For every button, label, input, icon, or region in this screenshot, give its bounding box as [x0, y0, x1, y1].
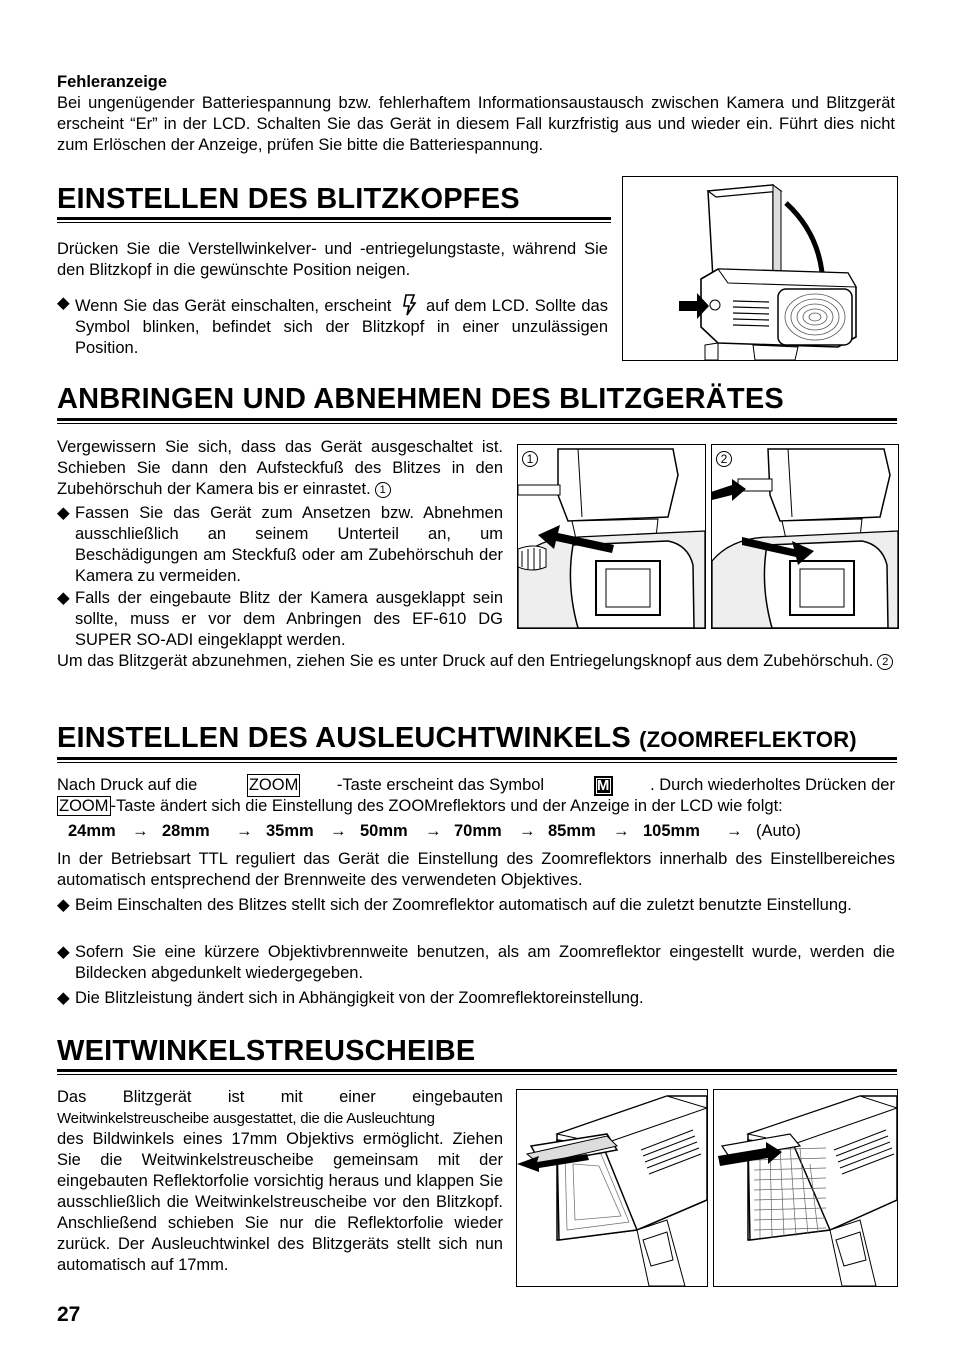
section-rule	[57, 757, 897, 763]
figure-label-2: 2	[716, 451, 732, 467]
arrow: →	[425, 822, 442, 840]
arrow: →	[519, 822, 536, 840]
bullet-text: Sofern Sie eine kürzere Objektivbrennweite benutzen, als am Zoomreflektor eingestellt wurde, werden die Bildecken abgedunkelt wiedergegeben.	[75, 943, 895, 982]
bullet-glyph: ◆	[57, 504, 70, 522]
section-title-sub: (ZOOMREFLEKTOR)	[639, 727, 857, 752]
zoom-key: ZOOM	[59, 797, 109, 815]
section-title-main: EINSTELLEN DES AUSLEUCHTWINKELS	[57, 722, 631, 754]
arrow: →	[236, 822, 253, 840]
bullet-text: Falls der eingebaute Blitz der Kamera ausgeklappt sein sollte, muss er vor dem Anbringen des EF-610 DG SUPER SO-ADI eingeklappt werden.	[75, 589, 503, 649]
anbringen-bullet	[57, 503, 503, 587]
bullet-text-a: Wenn Sie das Gerät einschalten, erscheint	[75, 297, 392, 315]
zoom-paragraph: In der Betriebsart TTL reguliert das Gerät die Einstellung des Zoomreflektors innerhalb des Einstellbereiches automatisch entsprechend der Brennweite des verwendeten Objektives.	[57, 850, 895, 889]
zoom-step: 24mm	[68, 822, 116, 840]
text: Das Blitzgerät ist mit einer eingebauten	[57, 1088, 503, 1106]
bullet-text-b: auf dem LCD. Sollte das Symbol blinken, befindet sich der Blitzkopf in einer unzulässigen Position.	[75, 297, 608, 357]
zoom-step: 35mm	[266, 822, 314, 840]
weit-line-2: Weitwinkelstreuscheibe ausgestattet, die die Ausleuchtung	[57, 1110, 435, 1127]
attach-illustration-1	[517, 444, 706, 629]
zoom-step: 28mm	[162, 822, 210, 840]
arrow: →	[726, 822, 743, 840]
flash-head-illustration	[622, 176, 898, 361]
step-number-2: 2	[877, 654, 893, 670]
zoom-step-auto: (Auto)	[756, 822, 801, 840]
text: . Durch wiederholtes Drücken der	[650, 776, 895, 794]
bullet-glyph: ◆	[57, 896, 70, 914]
anbringen-paragraph-2	[57, 651, 895, 672]
anbringen-paragraph	[57, 437, 503, 500]
bullet-text: Fassen Sie das Gerät zum Ansetzen bzw. Abnehmen ausschließlich an seinem Unterteil an, um Beschädigungen am Steckfuß oder am Zubehörschuh der Kamera zu vermeiden.	[75, 504, 503, 585]
zoom-bullet	[57, 895, 895, 916]
diffuser-illustration-1	[516, 1089, 708, 1287]
figure-label-1: 1	[522, 451, 538, 467]
flash-tilt-icon	[401, 293, 417, 317]
section-rule	[57, 217, 611, 223]
bullet-glyph: ◆	[57, 943, 70, 961]
section-rule	[57, 418, 897, 424]
fehler-heading: Fehleranzeige	[57, 73, 168, 91]
bullet-text: Beim Einschalten des Blitzes stellt sich der Zoomreflektor automatisch auf die zuletzt benutzte Einstellung.	[75, 896, 852, 914]
zoom-line-2	[57, 796, 895, 817]
zoom-line-1	[57, 774, 895, 797]
section-title-anbringen: ANBRINGEN UND ABNEHMEN DES BLITZGERÄTES	[57, 383, 784, 415]
section-title-zoom	[57, 722, 857, 756]
diffuser-illustration-2	[713, 1089, 898, 1287]
attach-illustration-2	[711, 444, 899, 629]
weit-paragraph: des Bildwinkels eines 17mm Objektivs ermöglicht. Ziehen Sie die Weitwinkelstreuscheibe gemeinsam mit der eingebauten Reflektorfolie vorsichtig heraus und klappen Sie ausschließlich die Weitwinkelstreuscheibe vor den Blitzkopf. Anschließend schieben Sie nur die Reflektorfolie wieder zurück. Der Ausleuchtwinkel des Blitzgeräts stellt sich nun automatisch auf 17mm.	[57, 1130, 503, 1274]
section-rule	[57, 1069, 897, 1075]
arrow: →	[132, 822, 149, 840]
zoom-step: 85mm	[548, 822, 596, 840]
zoom-key: ZOOM	[247, 774, 301, 797]
blitzkopf-paragraph: Drücken Sie die Verstellwinkelver- und -entriegelungstaste, während Sie den Blitzkopf in die gewünschte Position neigen.	[57, 240, 608, 279]
text: -Taste erscheint das Symbol	[336, 776, 545, 794]
text: Nach Druck auf die	[57, 776, 198, 794]
zoom-bullet	[57, 942, 895, 984]
zoom-step: 50mm	[360, 822, 408, 840]
step-number-1: 1	[375, 482, 391, 498]
zoom-sequence	[68, 821, 828, 843]
page-number: 27	[57, 1303, 81, 1326]
blitzkopf-bullet	[57, 293, 608, 359]
fehler-text: Bei ungenügender Batteriespannung bzw. fehlerhaftem Informationsaustausch zwischen Kamera und Blitzgerät erscheint “Er” in der LCD. Schalten Sie das Gerät in diesem Fall kurzfristig aus und wieder ein. Führt dies nicht zum Erlöschen der Anzeige, prüfen Sie bitte die Batteriespannung.	[57, 94, 895, 154]
bullet-text: Die Blitzleistung ändert sich in Abhängigkeit von der Zoomreflektoreinstellung.	[75, 989, 644, 1007]
arrow: →	[330, 822, 347, 840]
bullet-glyph: ◆	[57, 989, 70, 1007]
anbringen-p2-text: Um das Blitzgerät abzunehmen, ziehen Sie es unter Druck auf den Entriegelungsknopf aus dem Zubehörschuh.	[57, 652, 874, 670]
manual-zoom-symbol: M	[594, 776, 613, 796]
bullet-glyph: ◆	[57, 294, 70, 312]
text: -Taste ändert sich die Einstellung des ZOOMreflektors und der Anzeige in der LCD wie folgt:	[110, 797, 783, 815]
zoom-step: 105mm	[643, 822, 700, 840]
zoom-bullet	[57, 988, 895, 1009]
zoom-step: 70mm	[454, 822, 502, 840]
bullet-glyph: ◆	[57, 589, 70, 607]
weit-line-1	[57, 1087, 503, 1108]
anbringen-bullet	[57, 588, 503, 651]
anbringen-p1-text: Vergewissern Sie sich, dass das Gerät ausgeschaltet ist. Schieben Sie dann den Aufsteckfuß des Blitzes in den Zubehörschuh der Kamera bis er einrastet.	[57, 438, 503, 498]
section-title-weitwinkel: WEITWINKELSTREUSCHEIBE	[57, 1035, 476, 1067]
section-title-blitzkopf: EINSTELLEN DES BLITZKOPFES	[57, 183, 520, 215]
arrow: →	[613, 822, 630, 840]
